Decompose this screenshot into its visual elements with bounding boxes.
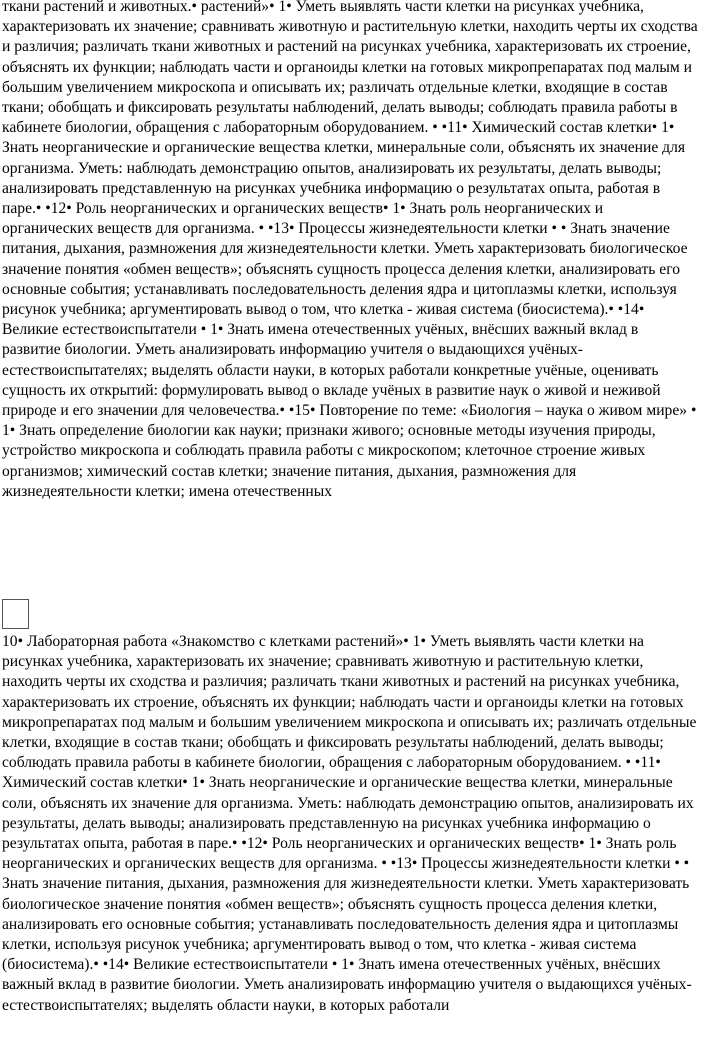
text-paragraph-1: ткани растений и животных.• растений»• 1• Уметь выявлять части клетки на рисунках учебника, характеризовать их значение; сравнивать животную и растительную клетки, находить черты их сходства и различия; различать ткани животных и растений на рисунках учебника, характеризовать их строение, объяснять их функции; наблюдать части и органоиды клетки на готовых микропрепаратах под малым и большим увеличением микроскопа и описывать их; различать отдельные клетки, входящие в состав ткани; обобщать и фиксировать результаты наблюдений, делать выводы; соблюдать правила работы в кабинете биологии, обращения с лабораторным оборудованием. • •11• Химический состав клетки• 1• Знать неорганические и органические вещества клетки, минеральные соли, объяснять их значение для организма. Уметь: наблюдать демонстрацию опытов, анализировать их результаты, делать выводы; анализировать представленную на рисунках учебника информацию о результатах опыта, работая в паре.• •12• Роль неорганических и органических веществ• 1• Знать роль неорганических и органических веществ для организма. • •13• Процессы жизнедеятельности клетки • • Знать значение питания, дыхания, размножения для жизнедеятельности клетки. Уметь характеризовать биологическое значение понятия «обмен веществ»; объяснять сущность процесса деления клетки, анализировать его основные события; устанавливать последовательность деления ядра и цитоплазмы клетки, используя рисунок учебника; аргументировать вывод о том, что клетка - живая система (биосистема).• •14• Великие естествоиспытатели • 1• Знать имена отечественных учёных, внёсших важный вклад в развитие биологии. Уметь анализировать информацию учителя о выдающихся учёных-естествоиспытателях; выделять области науки, в которых работали конкретные учёные, оценивать сущность их открытий: формулировать вывод о вкладе учёных в развитие наук о живой и неживой природе и его значении для человечества.• •15• Повторение по теме: «Биология – наука о живом мире» • 1• Знать определение биологии как науки; признаки живого; основные методы изучения природы, устройство микроскопа и соблюдать правила работы с микроскопом; клеточное строение живых организмов; химический состав клетки; значение питания, дыхания, размножения для жизнедеятельности клетки; имена отечественных — [2, 0, 698, 500]
text-paragraph-2: 10• Лабораторная работа «Знакомство с клетками растений»• 1• Уметь выявлять части клетки на рисунках учебника, характеризовать их значение; сравнивать животную и растительную клетки, находить черты их сходства и различия; различать ткани животных и растений на рисунках учебника, характеризовать их строение, объяснять их функции; наблюдать части и органоиды клетки на готовых микропрепаратах под малым и большим увеличением микроскопа и описывать их; различать отдельные клетки, входящие в состав ткани; обобщать и фиксировать результаты наблюдений, делать выводы; соблюдать правила работы в кабинете биологии, обращения с лабораторным оборудованием. • •11• Химический состав клетки• 1• Знать неорганические и органические вещества клетки, минеральные соли, объяснять их значение для организма. Уметь: наблюдать демонстрацию опытов, анализировать их результаты, делать выводы; анализировать представленную на рисунках учебника информацию о результатах опыта, работая в паре.• •12• Роль неорганических и органических веществ• 1• Знать роль неорганических и органических веществ для организма. • •13• Процессы жизнедеятельности клетки • • Знать значение питания, дыхания, размножения для жизнедеятельности клетки. Уметь характеризовать биологическое значение понятия «обмен веществ»; объяснять сущность процесса деления клетки, анализировать его основные события; устанавливать последовательность деления ядра и цитоплазмы клетки, используя рисунок учебника; аргументировать вывод о том, что клетка - живая система (биосистема).• •14• Великие естествоиспытатели • 1• Знать имена отечественных учёных, внёсших важный вклад в развитие биологии. Уметь анализировать информацию учителя о выдающихся учёных-естествоиспытателях; выделять области науки, в которых работали — [2, 633, 697, 1014]
checkbox[interactable] — [2, 599, 29, 629]
